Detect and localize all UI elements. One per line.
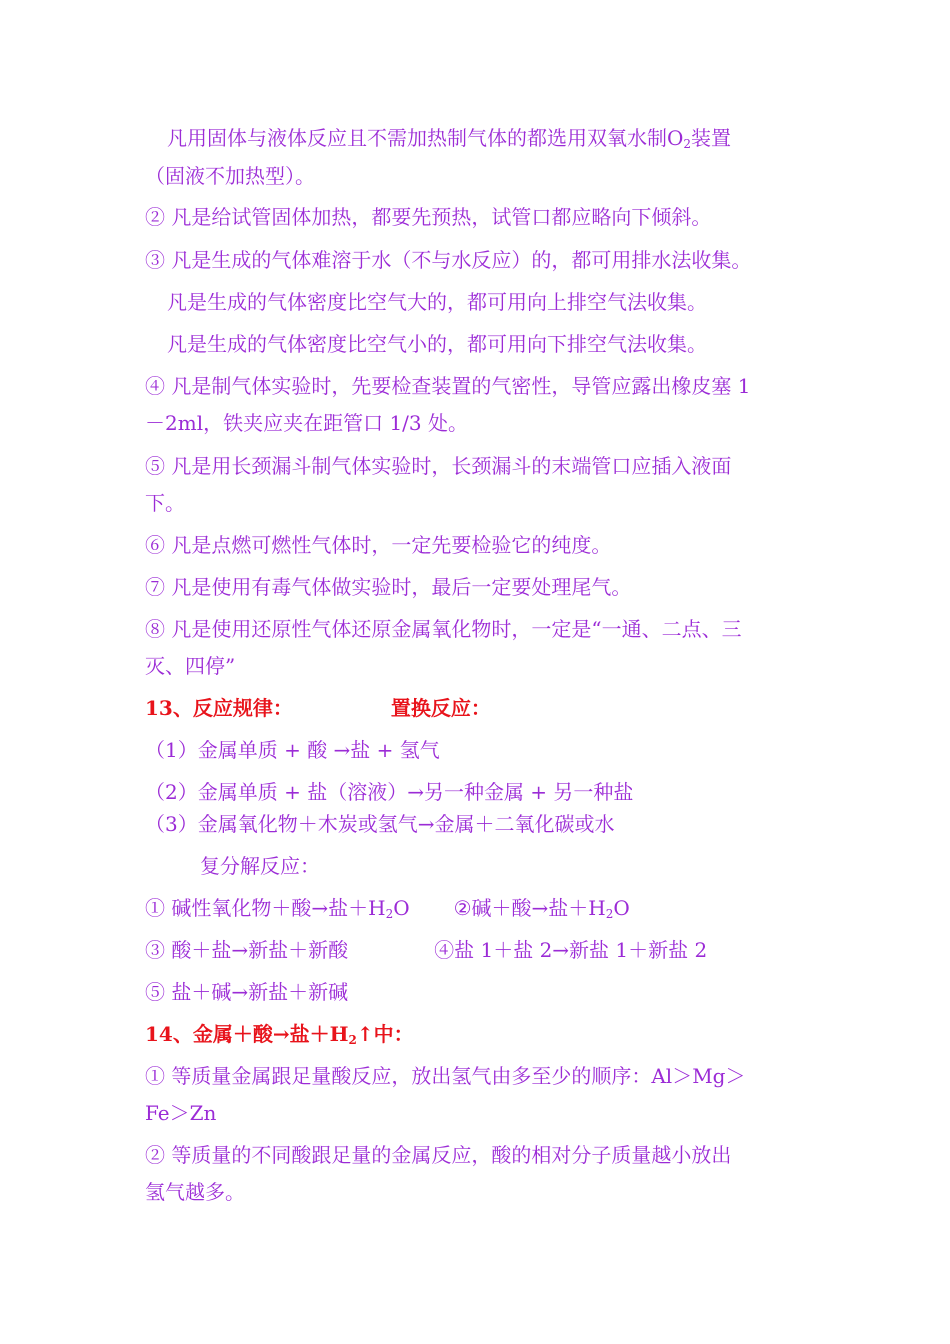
rule-line-4: 复分解反应：	[200, 854, 320, 878]
rule-line-5	[145, 896, 630, 926]
text-line-13: ⑧ 凡是使用还原性气体还原金属氧化物时，一定是“一通、二点、三	[145, 617, 742, 641]
text-line-7: ④ 凡是制气体实验时，先要检查装置的气密性，导管应露出橡皮塞 1	[145, 374, 751, 398]
text-line-m2: Fe＞Zn	[145, 1101, 217, 1125]
rule-line-2: （2）金属单质 + 盐（溶液）→另一种金属 + 另一种盐	[145, 780, 634, 804]
text-line-6: 凡是生成的气体密度比空气小的，都可用向下排空气法收集。	[167, 332, 707, 356]
text-segment: ②碱＋酸→盐＋H	[453, 896, 606, 920]
subscript: 2	[385, 907, 394, 921]
subscript: 2	[348, 1033, 357, 1047]
rule-line-3: （3）金属氧化物＋木炭或氢气→金属＋二氧化碳或水	[145, 812, 615, 836]
text-line-5: 凡是生成的气体密度比空气大的，都可用向上排空气法收集。	[167, 290, 707, 314]
heading-text: ↑中：	[356, 1022, 414, 1046]
text-segment: O	[393, 896, 410, 920]
text-line-11: ⑥ 凡是点燃可燃性气体时，一定先要检验它的纯度。	[145, 533, 612, 557]
heading-text: 14、金属＋酸→盐＋H	[145, 1022, 349, 1046]
text-segment: ③ 酸＋盐→新盐＋新酸	[145, 938, 349, 962]
section-heading-13	[145, 696, 491, 720]
text-line-9: ⑤ 凡是用长颈漏斗制气体实验时，长颈漏斗的末端管口应插入液面	[145, 454, 732, 478]
text-segment: O	[667, 126, 684, 150]
text-line-14: 灭、四停”	[145, 654, 236, 678]
text-line-12: ⑦ 凡是使用有毒气体做实验时，最后一定要处理尾气。	[145, 575, 632, 599]
text-line-10: 下。	[145, 491, 185, 515]
text-segment: 装置	[691, 126, 732, 150]
text-line-m4: 氢气越多。	[145, 1180, 245, 1204]
rule-line-7: ⑤ 盐＋碱→新盐＋新碱	[145, 980, 349, 1004]
text-line-2: （固液不加热型）。	[145, 164, 315, 188]
subscript: 2	[605, 907, 614, 921]
heading-text: 13、反应规律：	[145, 696, 293, 720]
text-line-8: －2ml，铁夹应夹在距管口 1/3 处。	[145, 411, 468, 435]
text-segment: ④盐 1＋盐 2→新盐 1＋新盐 2	[434, 938, 708, 962]
text-segment: ① 碱性氧化物＋酸→盐＋H	[145, 896, 386, 920]
heading-subtext: 置换反应：	[390, 696, 491, 720]
text-line-4: ③ 凡是生成的气体难溶于水（不与水反应）的，都可用排水法收集。	[145, 248, 752, 272]
text-line-3: ② 凡是给试管固体加热，都要先预热，试管口都应略向下倾斜。	[145, 205, 712, 229]
subscript: 2	[683, 137, 692, 151]
rule-line-6	[145, 938, 707, 962]
section-heading-14	[145, 1022, 414, 1052]
rule-line-1: （1）金属单质 + 酸 →盐 + 氢气	[145, 738, 440, 762]
text-line-1	[167, 126, 731, 156]
text-segment: O	[613, 896, 630, 920]
text-line-m1: ① 等质量金属跟足量酸反应，放出氢气由多至少的顺序：Al＞Mg＞	[145, 1064, 746, 1088]
text-segment: 凡用固体与液体反应且不需加热制气体的都选用双氧水制	[167, 126, 667, 150]
text-line-m3: ② 等质量的不同酸跟足量的金属反应，酸的相对分子质量越小放出	[145, 1143, 732, 1167]
